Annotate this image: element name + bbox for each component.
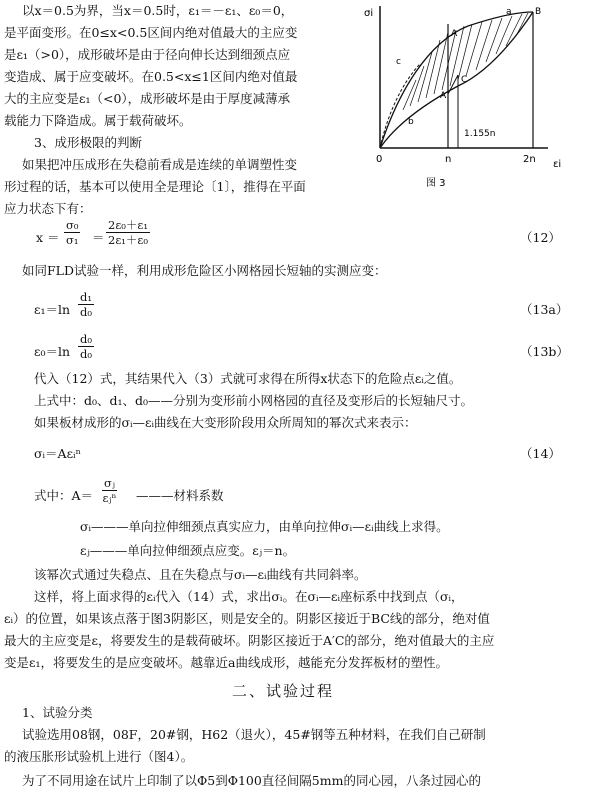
para-line-25: 的液压胀形试验机上进行（图4）。 (4, 749, 194, 764)
eq13a-num: d₁ (80, 290, 92, 304)
eq13b-frac (78, 332, 94, 361)
point-a2-label: A′ (440, 91, 449, 101)
curve-a-label: a (506, 7, 512, 17)
eq13b-number: （13b） (520, 344, 569, 359)
eq13b-lhs: ε₀＝ln (34, 344, 71, 359)
eq13b-num: d₀ (80, 332, 92, 346)
eq12-frac2 (106, 218, 150, 247)
a-def-frac (102, 476, 117, 505)
eq13a-frac (78, 290, 94, 319)
eq13b-den: d₀ (80, 347, 92, 361)
eq12-lhs: x ＝ (36, 230, 60, 245)
para-line-22: 变是ε₁，将要发生的是应变破坏。越靠近a曲线成形，越能充分发挥板材的塑性。 (4, 655, 448, 670)
para-line-12: 代入（12）式，其结果代入（3）式就可求得在所得x状态下的危险点εᵢ之值。 (34, 371, 462, 386)
figure-3 (358, 2, 590, 192)
point-a-label: A (451, 29, 458, 39)
curve-c (380, 64, 420, 148)
para-line-1: 以x＝0.5为界，当x＝0.5时，ε₁＝－ε₁、ε₀＝0， (22, 3, 294, 18)
para-line-18: 该幂次式通过失稳点、且在失稳点与σᵢ—εᵢ曲线有共同斜率。 (34, 567, 367, 582)
para-line-10: 应力状态下有： (4, 201, 92, 216)
para-line-14: 如果板材成形的σᵢ—εᵢ曲线在大变形阶段用众所周知的幂次式来表示： (34, 415, 417, 430)
para-line-20: εᵢ）的位置，如果该点落于图3阴影区，则是安全的。阴影区接近于BC线的部分，绝对值 (4, 611, 490, 626)
a-def-label: 式中：A＝ (34, 488, 94, 503)
eq12-den1: σ₁ (66, 233, 79, 247)
para-line-24: 试验选用08钢，08F，20#钢，H62（退火），45#钢等五种材料，在我们自己研制 (22, 727, 486, 742)
para-line-19: 这样，将上面求得的εᵢ代入（14）式，求出σᵢ。在σᵢ—εᵢ座标系中找到点（σᵢ， (34, 589, 464, 604)
para-line-4: 变造成、属于应变破坏。在0.5<x≤1区间内绝对值最 (4, 69, 298, 84)
para-line-17: εⱼ———单向拉伸细颈点应变。εⱼ＝n。 (80, 543, 296, 558)
y-axis-label: σi (364, 8, 374, 19)
point-c-label: C (461, 75, 468, 85)
para-line-2: 是平面变形。在0≤x<0.5区间内绝对值最大的主应变 (4, 25, 298, 40)
eq12-eq: ＝ (92, 230, 105, 245)
eq12-den2: 2ε₁＋ε₀ (108, 233, 148, 247)
curve-c-label: c (396, 57, 401, 67)
section-heading: 二、试验过程 (232, 682, 335, 700)
para-line-9: 形过程的话，基本可以使用全是理论〔1〕，推得在平面 (4, 179, 306, 194)
para-line-16: σᵢ———单向拉伸细颈点真实应力，由单向拉伸σᵢ—εᵢ曲线上求得。 (80, 519, 449, 534)
eq12-num1: σ₀ (66, 218, 79, 232)
eq13a-number: （13a） (520, 302, 569, 317)
point-b-label: B (535, 7, 542, 17)
para-line-11: 如同FLD试验一样，利用成形危险区小网格园长短轴的实测应变： (22, 263, 387, 278)
x-axis-label: εi (553, 159, 562, 170)
para-line-13: 上式中：d₀、d₁、d₀——分别为变形前小网格园的直径及变形后的长短轴尺寸。 (34, 393, 474, 408)
para-line-8: 如果把冲压成形在失稳前看成是连续的单调塑性变 (22, 157, 298, 172)
figure-caption: 图 3 (426, 178, 446, 189)
eq13a-lhs: ε₁＝ln (34, 302, 71, 317)
eq12-frac1 (64, 218, 80, 247)
a-def-num: σⱼ (104, 476, 115, 490)
tick-n-label: n (445, 154, 452, 165)
subheading-1: 1、试验分类 (22, 705, 93, 720)
a-def-den: εⱼⁿ (102, 491, 117, 505)
para-line-5: 大的主应变是ε₁（<0），成形破坏是由于厚度减薄承 (4, 91, 291, 106)
eq12-number: （12） (520, 230, 561, 245)
eq12-num2: 2ε₀＋ε₁ (108, 218, 148, 232)
annotation-1155n: 1.155n (464, 129, 496, 139)
a-def-tail: ———材料系数 (136, 488, 224, 503)
tick-2n-label: 2n (523, 154, 536, 165)
eq14-number: （14） (520, 446, 561, 461)
para-line-6: 载能力下降造成。属于载荷破坏。 (4, 113, 192, 128)
eq14: σᵢ＝Aεᵢⁿ (34, 446, 81, 461)
para-line-3: 是ε₁（>0），成形破坏是由于径向伸长达到细颈点应 (4, 47, 291, 62)
para-line-21: 最大的主应变是ε，将要发生的是载荷破坏。阴影区接近于A′C的部分，绝对值最大的主应 (4, 633, 495, 648)
origin-label: 0 (376, 154, 383, 165)
curve-b-label: b (408, 117, 414, 127)
para-line-26: 为了不同用途在试片上印制了以Φ5到Φ100直径间隔5mm的同心园，八条过园心的 (22, 773, 481, 788)
eq13a-den: d₀ (80, 305, 92, 319)
subheading-3: 3、成形极限的判断 (34, 135, 142, 150)
